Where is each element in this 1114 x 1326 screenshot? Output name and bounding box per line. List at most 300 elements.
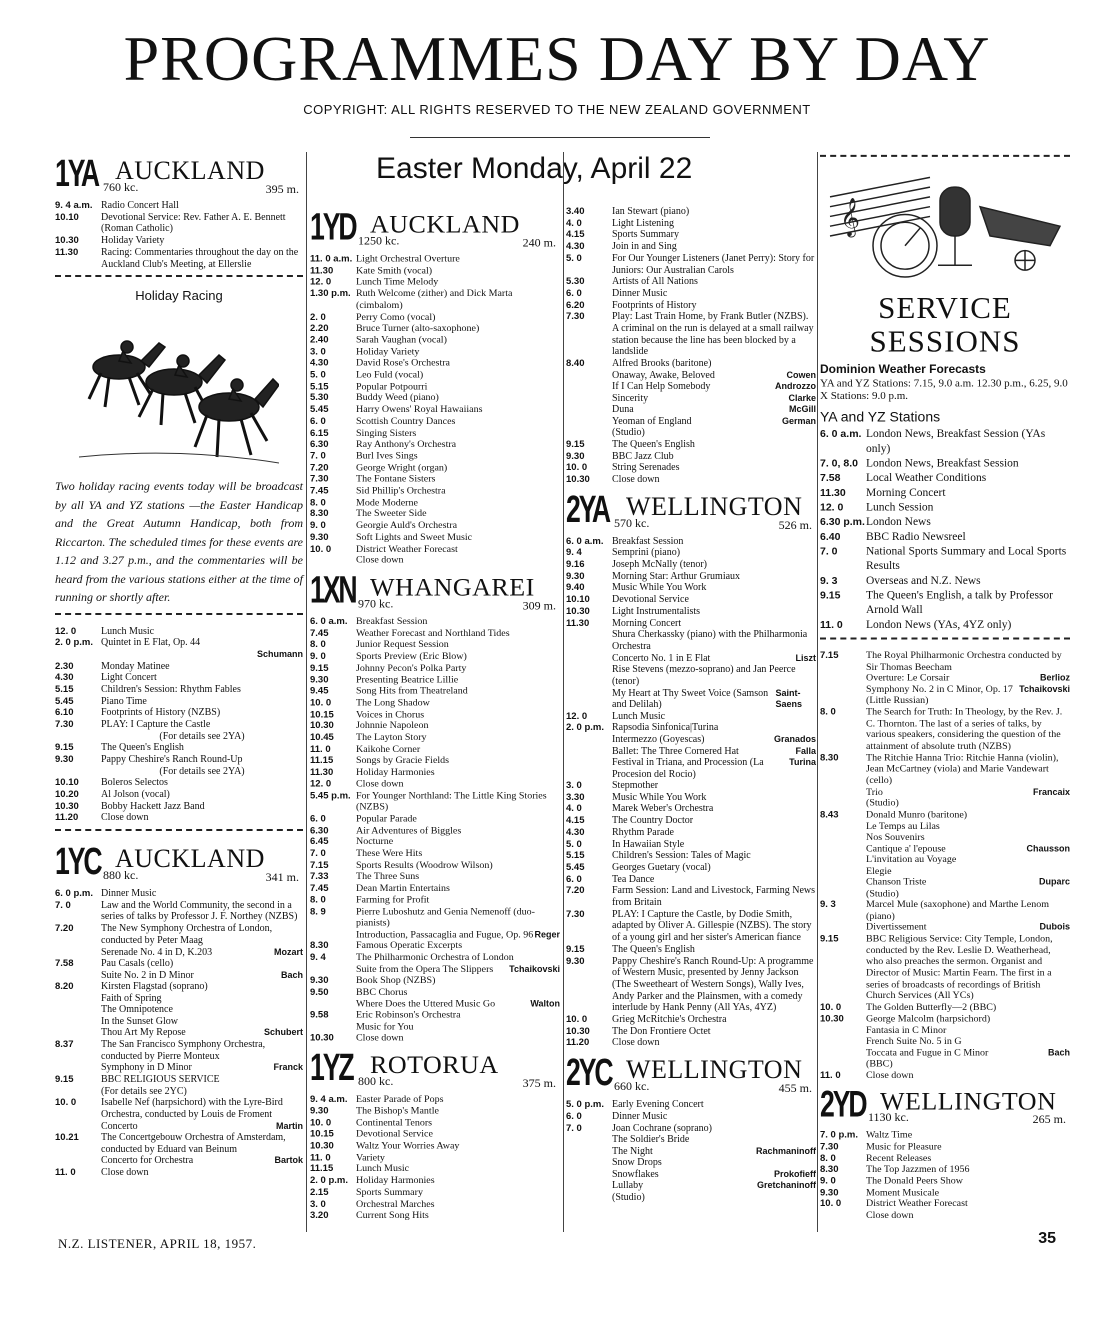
composer: Martin (276, 1120, 303, 1131)
programme-title: The Royal Philharmonic Orchestra conducted by Sir Thomas Beecham (866, 650, 1062, 673)
programme-title: Waltz Time (866, 1130, 913, 1141)
station-frequency: 760 kc. (103, 180, 139, 194)
station-frequency: 880 kc. (103, 868, 139, 883)
programme-item (820, 1014, 1070, 1025)
programme-title: Light Instrumentalists (612, 605, 701, 617)
programme-item (310, 497, 560, 509)
station-frequency: 1250 kc. (358, 233, 400, 248)
programme-time: 8.30 (310, 508, 329, 520)
programme-time: 3.30 (566, 791, 585, 803)
programme-time: 10.21 (55, 1132, 79, 1143)
work-title: Le Temps au Lilas (866, 820, 940, 832)
work-title: Cantique a' l'epouse (866, 843, 946, 854)
programme-time: 12. 0 (310, 778, 332, 790)
programme-title: Popular Parade (356, 813, 417, 825)
station-city: ROTORUA (370, 1050, 499, 1080)
work-entry (566, 1169, 816, 1181)
programme-title: Light Concert (101, 672, 157, 684)
programme-time: 7.30 (55, 719, 74, 731)
programme-time: 6.30 (310, 439, 329, 451)
programme-title: The Don Frontiere Octet (612, 1025, 711, 1037)
work-entry (820, 843, 1070, 854)
programme-time: 10.30 (310, 720, 334, 732)
composer: Cowen (786, 369, 816, 380)
programme-title: The Golden Butterfly—2 (BBC) (866, 1002, 997, 1013)
programme-item (310, 732, 560, 744)
column-2 (310, 204, 560, 1222)
programme-item (820, 899, 1070, 922)
work-title: Snowflakes (612, 1168, 659, 1180)
programme-item (566, 792, 816, 804)
programme-time: 10.30 (566, 473, 590, 485)
programme-time: 4.15 (566, 229, 585, 241)
service-title: National Sports Summary and Local Sports Results (866, 545, 1067, 573)
programme-title: Footprints of History (612, 299, 697, 311)
programme-time: 11.30 (55, 246, 79, 258)
station-city: AUCKLAND (370, 209, 520, 239)
service-title: Morning Concert (866, 487, 946, 499)
programme-item (310, 651, 560, 663)
service-time: 7. 0 (820, 545, 838, 558)
work-title: Yeoman of England (612, 415, 692, 427)
programme-title: Sid Phillip's Orchestra (356, 485, 446, 497)
column-4 (820, 150, 1070, 1222)
programme-item (310, 1140, 560, 1152)
programme-time: 5.45 (566, 861, 585, 873)
programme-title: Marcel Mule (saxophone) and Marthe Lenom (piano) (866, 899, 1049, 922)
work-entry (566, 370, 816, 382)
programme-title: Junior Request Session (356, 639, 449, 651)
programme-item (566, 1123, 816, 1135)
service-time: 11. 0 (820, 618, 843, 631)
programme-title: PLAY: I Capture the Castle, by Dodie Smith, adapted by Oliver A. Gillespie (NZBS). The story of a young girl and her sister's American fiance (612, 908, 812, 944)
programme-item (55, 707, 303, 719)
programme-item (566, 311, 816, 358)
schedule-2yc-cont (820, 650, 1070, 1081)
programme-item (310, 779, 560, 791)
station-frequency: 660 kc. (614, 1079, 650, 1094)
programme-title: Marek Weber's Orchestra (612, 803, 714, 815)
programme-time: 5.15 (310, 381, 329, 393)
programme-title: Buddy Weed (piano) (356, 392, 439, 404)
composer: Dubois (1039, 922, 1070, 933)
programme-item (310, 416, 560, 428)
composer: Berlioz (1039, 673, 1070, 683)
programme-item (310, 265, 560, 277)
work-entry (820, 877, 1070, 888)
programme-item (310, 1210, 560, 1222)
programme-time: 9.15 (55, 742, 74, 754)
programme-item (566, 582, 816, 594)
programme-title: Rapsodia Sinfonica|Turina (612, 722, 719, 734)
work-entry (55, 649, 303, 661)
programme-title: Popular Potpourri (356, 381, 428, 393)
programme-item (566, 839, 816, 851)
composer: Turina (789, 757, 816, 767)
station-frequency: 1130 kc. (868, 1110, 909, 1125)
programme-time: 4. 0 (566, 803, 582, 815)
service-item (820, 457, 1070, 472)
programme-item (55, 235, 303, 247)
programme-title: Join in and Sing (612, 241, 677, 253)
programme-item (310, 721, 560, 733)
programme-title: Donald Munro (baritone) (866, 809, 968, 821)
work-title: Suite from the Opera The Slippers (356, 963, 494, 975)
programme-title: Ian Stewart (piano) (612, 206, 690, 217)
programme-time: 3. 0 (310, 346, 326, 358)
work-title: Symphony in D Minor (101, 1062, 192, 1074)
service-item (820, 486, 1070, 501)
programme-title: Devotional Service: Rev. Father A. E. Bennett (Roman Catholic) (101, 211, 286, 235)
programme-time: 7.45 (310, 627, 329, 639)
composer: Schubert (263, 1027, 303, 1038)
programme-title: Burl Ives Sings (356, 450, 418, 462)
schedule-1xn (310, 616, 560, 1044)
programme-item (566, 276, 816, 288)
programme-time: 8.30 (820, 1164, 839, 1176)
programme-title: The Layton Story (356, 732, 427, 744)
programme-time: 7. 0 p.m. (820, 1130, 859, 1141)
programme-time: 7.20 (55, 923, 74, 935)
work-title: Divertissement (866, 922, 927, 934)
programme-item (310, 335, 560, 347)
programme-title: David Rose's Orchestra (356, 357, 450, 369)
programme-item (566, 206, 816, 218)
weather-yayz: YA and YZ Stations: 7.15, 9.0 a.m. 12.30 p.m., 6.25, 9.0 (820, 377, 1068, 390)
programme-title: Kate Smith (vocal) (356, 265, 433, 277)
programme-title: The Search for Truth: In Theology, by the Rev. J. C. Thornton. The last of a series of talks, by various speakers, considering the question of the attainment of absolute truth (NZBS) (866, 706, 1063, 752)
service-title: London News, Breakfast Session (866, 457, 1019, 470)
programme-time: 5.15 (566, 850, 585, 862)
programme-time: 7.20 (310, 462, 329, 474)
programme-time: 8. 0 (310, 639, 326, 651)
programme-title: Quintet in E Flat, Op. 44 (101, 637, 201, 649)
station-header-1ya (55, 154, 303, 198)
programme-time: 5.15 (55, 684, 74, 696)
programme-title: The Country Doctor (612, 815, 694, 827)
programme-item (310, 358, 560, 370)
programme-item (310, 744, 560, 756)
programme-title: The Sweeter Side (356, 508, 427, 520)
column-1 (55, 150, 303, 1179)
programme-title: The Top Jazzmen of 1956 (866, 1164, 970, 1176)
work-entry (820, 1047, 1070, 1058)
programme-item (566, 300, 816, 312)
programme-time: 9. 4 a.m. (310, 1094, 348, 1106)
programme-item (566, 885, 816, 908)
programme-time: 10.30 (55, 235, 79, 247)
programme-item (310, 860, 560, 872)
work-title: (Studio) (612, 1191, 645, 1203)
programme-time: 8. 0 (310, 497, 326, 509)
work-title: Onaway, Awake, Beloved (612, 369, 715, 381)
service-time: 7. 0, 8.0 (820, 457, 858, 470)
work-title: (BBC) (866, 1058, 893, 1070)
programme-title: BBC RELIGIOUS SERVICE (101, 1073, 220, 1085)
programme-item (310, 825, 560, 837)
composer: Francaix (1032, 786, 1070, 797)
programme-title: Breakfast Session (356, 616, 428, 628)
column-divider (306, 152, 307, 1232)
programme-title: Radio Concert Hall (101, 200, 179, 211)
column-divider (563, 152, 564, 1232)
work-title: Duna (612, 404, 634, 416)
programme-item (55, 1167, 303, 1179)
programme-item (310, 1033, 560, 1045)
programme-item (566, 629, 816, 652)
programme-item (55, 900, 303, 923)
programme-title: Johnny Pecon's Polka Party (356, 662, 467, 674)
work-entry (820, 854, 1070, 865)
work-title: Ballet: The Three Cornered Hat (612, 745, 739, 757)
station-wavelength: 375 m. (522, 1076, 556, 1091)
programme-title: Footprints of History (NZBS) (101, 707, 221, 719)
work-title: Introduction, Passacaglia and Fugue, Op. 96 (356, 929, 534, 941)
work-entry (55, 1062, 303, 1074)
programme-title: Air Adventures of Biggles (356, 825, 462, 836)
programme-item (566, 850, 816, 862)
programme-time: 10. 0 (310, 1117, 332, 1129)
programme-item (566, 618, 816, 630)
divider (55, 275, 303, 283)
programme-title: Artists of All Nations (612, 276, 698, 288)
programme-title: Music While You Work (612, 582, 707, 594)
programme-item (820, 707, 1070, 753)
programme-item (566, 664, 816, 687)
programme-time: 9.50 (310, 986, 329, 998)
programme-title: Bobby Hackett Jazz Band (101, 800, 205, 812)
work-entry (55, 970, 303, 982)
programme-time: 6. 0 (566, 287, 582, 299)
programme-item (820, 1199, 1070, 1210)
work-title: The Soldier's Bride (612, 1134, 690, 1146)
programme-time: 9.30 (566, 570, 585, 582)
programme-item (310, 1129, 560, 1141)
programme-title: Lunch Music (612, 710, 666, 722)
programme-time: 7.30 (310, 473, 329, 485)
programme-time: 11.30 (310, 265, 334, 277)
programme-title: Rise Stevens (mezzo-soprano) and Jan Peerce (tenor) (612, 664, 796, 687)
programme-title: Law and the World Community, the second in a series of talks by Professor J. F. Northey (NZBS) (101, 899, 298, 923)
programme-time: 8.30 (820, 752, 839, 764)
schedule-2ya (566, 536, 816, 1050)
programme-time: 2.20 (310, 323, 329, 335)
programme-time: 9.30 (310, 975, 329, 987)
programme-time: 10. 0 (310, 543, 332, 555)
work-title: Music for You (356, 1021, 414, 1033)
programme-title: Semprini (piano) (612, 547, 681, 559)
programme-title: Isabelle Nef (harpsichord) with the Lyre-Bird Orchestra, conducted by Louis de Froment (101, 1097, 283, 1120)
programme-item (566, 815, 816, 827)
programme-item (310, 555, 560, 567)
programme-item (310, 1117, 560, 1129)
programme-time: 5. 0 p.m. (566, 1099, 605, 1111)
programme-time: 12. 0 (566, 710, 588, 722)
programme-item (820, 1187, 1070, 1198)
programme-item (55, 200, 303, 212)
station-header-2ya (566, 490, 816, 534)
programme-item (310, 288, 560, 311)
programme-item (310, 543, 560, 555)
programme-title: Children's Session: Rhythm Fables (101, 684, 241, 696)
programme-title: The Queen's English (101, 742, 184, 754)
page-title: PROGRAMMES DAY BY DAY (123, 23, 991, 94)
work-title: Where Does the Uttered Music Go (356, 998, 496, 1010)
programme-time: 7.15 (310, 859, 329, 871)
programme-item (820, 809, 1070, 820)
programme-item (310, 1152, 560, 1164)
programme-title: Light Listening (612, 217, 674, 229)
programme-item (310, 697, 560, 709)
programme-time: 4.30 (566, 826, 585, 838)
work-entry (820, 1059, 1070, 1070)
programme-time: 2. 0 p.m. (55, 637, 94, 649)
programme-time: 11.30 (566, 617, 590, 629)
programme-title: The Ritchie Hanna Trio: Ritchie Hanna (violin), Jean McCartney (viola) and Marie Vandewart (cello) (866, 752, 1059, 787)
work-title: Faith of Spring (101, 992, 162, 1004)
picture-title: Holiday Racing (135, 288, 223, 304)
programme-time: 9.30 (55, 754, 74, 766)
programme-title: Leo Fuld (vocal) (356, 369, 424, 381)
programme-time: 10.30 (566, 1025, 590, 1037)
programme-title: Sports Summary (612, 229, 679, 241)
service-time: 6. 0 a.m. (820, 428, 862, 441)
divider (55, 829, 303, 837)
work-title: Symphony No. 2 in C Minor, Op. 17 (Little Russian) (866, 684, 1013, 707)
programme-item (820, 1210, 1070, 1221)
programme-item (310, 474, 560, 486)
programme-time: 10.30 (820, 1013, 844, 1025)
work-entry (566, 1180, 816, 1192)
programme-time: 10.30 (566, 605, 590, 617)
programme-item (566, 1014, 816, 1026)
programme-time: 10. 0 (310, 697, 332, 709)
programme-title: Al Jolson (vocal) (101, 788, 170, 800)
work-entry (820, 821, 1070, 832)
work-title: The Omnipotence (101, 1004, 173, 1016)
programme-title: Pappy Cheshire's Ranch Round-Up: A programme of Western Music, presented by Jenny Jackson (The Sweetheart of Western Songs), Wally Ives, Andy Parker and the Plainsmen, with a comedy interlude by Hank Penny (All YAs, 4YZ) (612, 955, 814, 1014)
programme-time: 10. 0 (820, 1198, 842, 1210)
programme-item (310, 520, 560, 532)
programme-time: 3.40 (566, 206, 585, 217)
programme-title: Dean Martin Entertains (356, 882, 450, 894)
work-title: Festival in Triana, and Procession (La Procesion del Rocio) (612, 757, 764, 780)
programme-title: Ray Anthony's Orchestra (356, 439, 457, 451)
programme-item (820, 1002, 1070, 1013)
programme-title: Presenting Beatrice Lillie (356, 674, 459, 686)
programme-item (55, 742, 303, 754)
programme-item (310, 837, 560, 849)
station-city: AUCKLAND (115, 156, 265, 185)
composer: McGill (788, 404, 816, 415)
work-entry (55, 1121, 303, 1133)
programme-title: The Bishop's Mantle (356, 1105, 439, 1117)
programme-item (310, 663, 560, 675)
programme-title: Eric Robinson's Orchestra (356, 1009, 461, 1021)
programme-time: 6.10 (55, 707, 74, 719)
programme-time: 8.30 (310, 940, 329, 952)
programme-item (55, 812, 303, 824)
programme-time: 9.15 (55, 1073, 74, 1085)
programme-time: 10. 0 (566, 1014, 588, 1026)
work-entry (820, 684, 1070, 706)
service-item (820, 574, 1070, 589)
programme-time: 7. 0 (310, 848, 326, 860)
composer: Liszt (795, 652, 816, 663)
divider (55, 613, 303, 621)
work-title: (For details see 2YC) (101, 1085, 187, 1097)
programme-time: 5.45 p.m. (310, 790, 351, 802)
station-wavelength: 526 m. (778, 517, 812, 532)
programme-item (310, 1175, 560, 1187)
service-item (820, 501, 1070, 516)
work-title: Sincerity (612, 392, 649, 404)
programme-item (310, 813, 560, 825)
programme-title: Piano Time (101, 695, 147, 707)
service-item (820, 471, 1070, 486)
programme-item (566, 827, 816, 839)
programme-title: Early Evening Concert (612, 1099, 704, 1111)
work-title: Toccata and Fugue in C Minor (866, 1047, 989, 1059)
programme-time: 11. 0 a.m. (310, 253, 353, 265)
composer: Bach (1047, 1047, 1070, 1058)
programme-title: Georgie Auld's Orchestra (356, 520, 458, 532)
work-entry (55, 1027, 303, 1039)
programme-item (310, 848, 560, 860)
programme-title: Ruth Welcome (zither) and Dick Marta (cimbalom) (356, 288, 513, 311)
programme-time: 6.30 (310, 825, 329, 836)
work-title: The Night (612, 1145, 653, 1157)
programme-time: 11.15 (310, 1163, 334, 1175)
work-title: Suite No. 2 in D Minor (101, 969, 194, 981)
station-header-2yd (820, 1085, 1070, 1128)
programme-time: 6. 0 (566, 1110, 582, 1122)
divider (410, 137, 710, 138)
programme-title: These Were Hits (356, 848, 423, 860)
programme-item (55, 1097, 303, 1120)
work-title: Serenade No. 4 in D, K.203 (101, 946, 213, 958)
station-frequency: 970 kc. (358, 596, 394, 611)
programme-item (310, 616, 560, 628)
programme-item (310, 451, 560, 463)
programme-title: Close down (866, 1210, 914, 1221)
programme-title: Close down (101, 1166, 149, 1178)
service-item (820, 427, 1070, 456)
programme-time: 10.30 (310, 1140, 334, 1152)
programme-time (566, 629, 612, 652)
work-entry (566, 393, 816, 405)
programme-item (55, 1074, 303, 1086)
service-time: 6.40 (820, 531, 841, 543)
programme-time: 2. 0 p.m. (310, 1175, 349, 1187)
programme-time: 6. 0 (310, 415, 326, 427)
programme-item (55, 754, 303, 766)
station-header-1yc (55, 842, 303, 886)
programme-title: Grieg McRitchie's Orchestra (612, 1014, 727, 1026)
programme-title: Breakfast Session (612, 535, 684, 547)
programme-title: The Fontane Sisters (356, 473, 436, 485)
divider (820, 638, 1070, 646)
composer: Granados (773, 734, 816, 744)
work-title: Concerto No. 1 in E Flat (612, 652, 711, 664)
programme-item (566, 218, 816, 230)
programme-time: 7. 0 (310, 450, 326, 462)
schedule-1ya-a (55, 200, 303, 270)
work-title: Snow Drops (612, 1157, 662, 1169)
programme-title: The Concertgebouw Orchestra of Amsterdam, conducted by Eduard van Beinum (101, 1132, 286, 1155)
programme-time: 3. 0 (566, 780, 582, 791)
station-call: 1YC (55, 841, 101, 884)
